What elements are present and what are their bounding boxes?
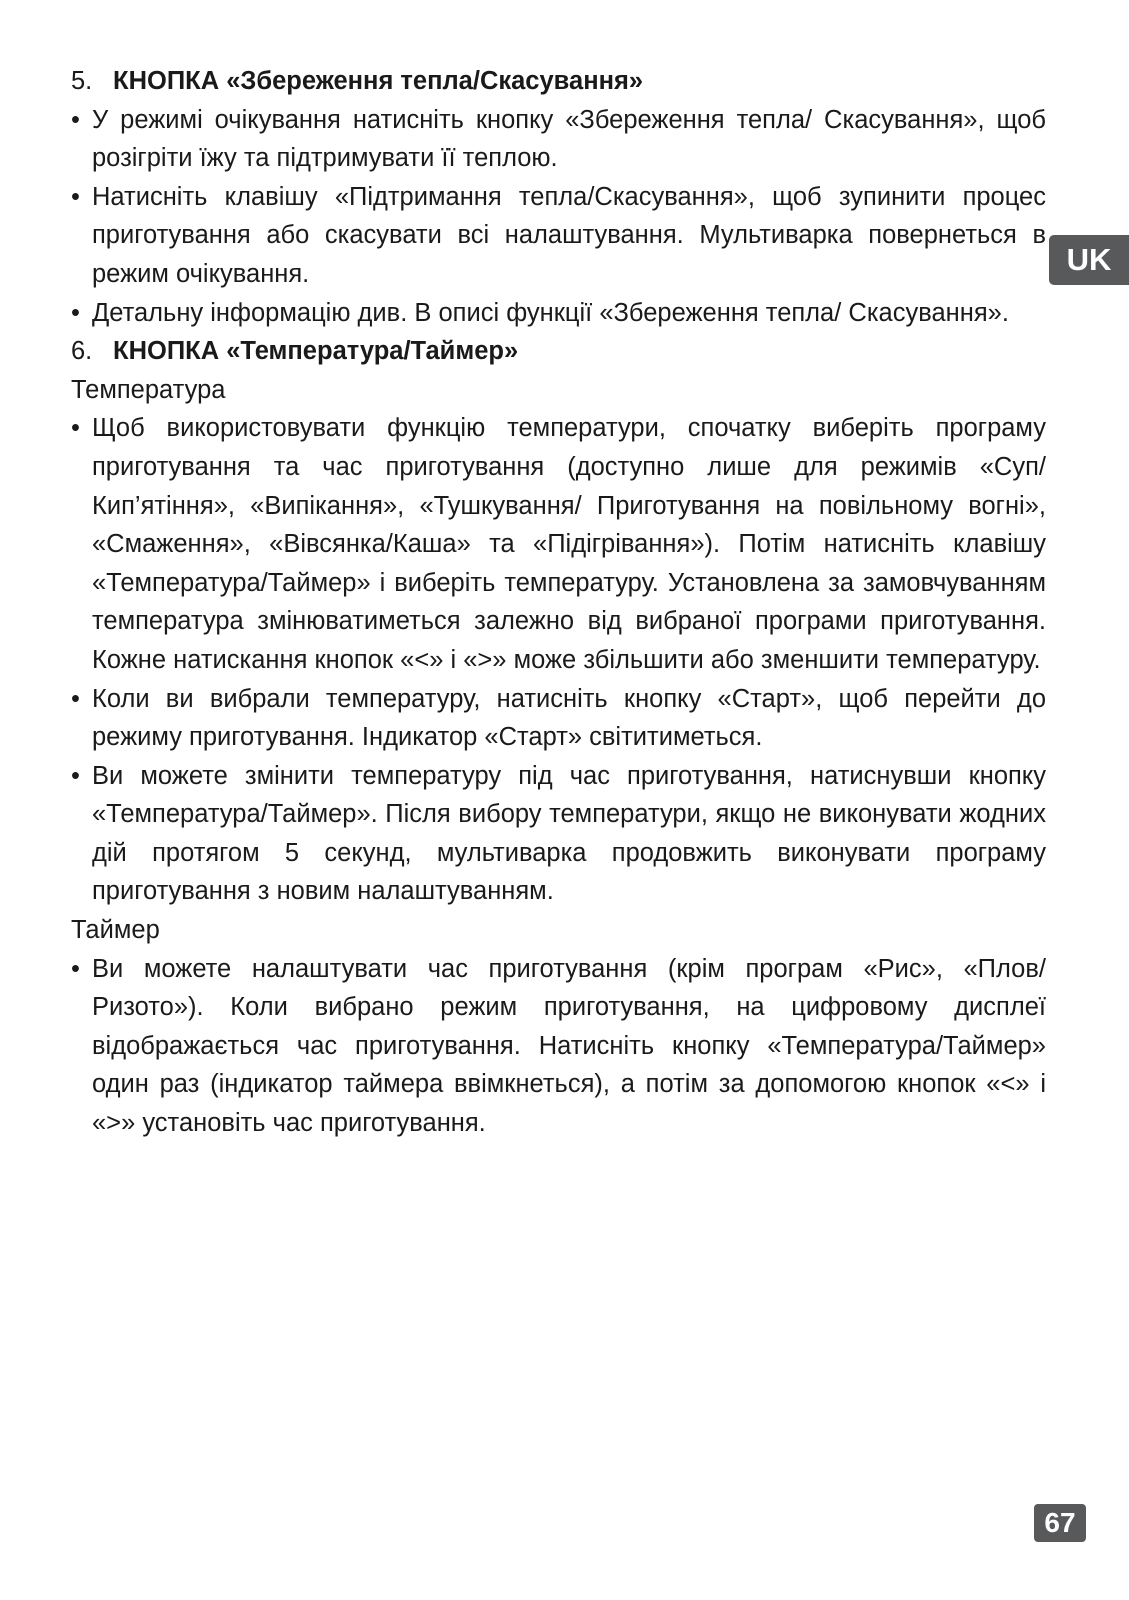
bullet-item: • Щоб використовувати функцію температури, спочатку виберіть програму приготування та час приготування (доступно лише для режимів «Суп/Кип’ятіння», «Випікання», «Тушкування/ Приготування на повільному вогні», «Смаження», «Вівсянка/Каша» та «Підігрівання»). Потім натисніть клавішу «Температура/Таймер» і виберіть температуру. Установлена за замовчуванням температура змінюватиметься залежно від вибраної програми приготування. Кожне натискання кнопок «<» і «>» може збільшити або зменшити температуру. — [71, 409, 1046, 679]
bullet-icon: • — [71, 182, 80, 211]
language-tab: UK — [1049, 235, 1129, 285]
section-5-bullet-list — [71, 101, 1046, 333]
bullet-icon: • — [71, 684, 80, 713]
bullet-icon: • — [71, 414, 80, 443]
bullet-item: • Натисніть клавішу «Підтримання тепла/Скасування», щоб зупинити процес приготування або скасувати всі налаштування. Мультиварка повернеться в режим очікування. — [71, 178, 1046, 294]
bullet-item: • У режимі очікування натисніть кнопку «Збереження тепла/ Скасування», щоб розігріти їжу та підтримувати її теплою. — [71, 101, 1046, 178]
bullet-icon: • — [71, 761, 80, 790]
section-5-heading — [71, 62, 1046, 101]
bullet-icon: • — [71, 105, 80, 134]
bullet-icon: • — [71, 298, 80, 327]
bullet-item: • Коли ви вибрали температуру, натисніть кнопку «Старт», щоб перейти до режиму приготування. Індикатор «Старт» світитиметься. — [71, 680, 1046, 757]
page-number: 67 — [1034, 1504, 1086, 1542]
bullet-item: • Детальну інформацію див. В описі функції «Збереження тепла/ Скасування». — [71, 294, 1046, 333]
page-content — [71, 62, 1046, 1143]
section-6-number: 6. — [71, 337, 93, 366]
bullet-icon: • — [71, 954, 80, 983]
timer-bullet-list — [71, 950, 1046, 1143]
section-5-title: КНОПКА «Збереження тепла/Скасування» — [113, 67, 644, 95]
section-6-title: КНОПКА «Температура/Таймер» — [113, 337, 519, 366]
bullet-item: • Ви можете змінити температуру під час приготування, натиснувши кнопку «Температура/Таймер». Після вибору температури, якщо не виконувати жодних дій протягом 5 секунд, мультиварка продовжить виконувати програму приготування з новим налаштуванням. — [71, 757, 1046, 911]
temperature-bullet-list — [71, 409, 1046, 911]
bullet-item: • Ви можете налаштувати час приготування (крім програм «Рис», «Плов/Ризото»). Коли вибрано режим приготування, на цифровому дисплеї відображається час приготування. Натисніть кнопку «Температура/Таймер» один раз (індикатор таймера ввімкнеться), а потім за допомогою кнопок «<» і «>» установіть час приготування. — [71, 950, 1046, 1143]
section-6-heading — [71, 332, 1046, 371]
section-5-number: 5. — [71, 67, 93, 95]
temperature-subheading: Температура — [71, 375, 226, 404]
timer-subheading: Таймер — [71, 916, 160, 945]
